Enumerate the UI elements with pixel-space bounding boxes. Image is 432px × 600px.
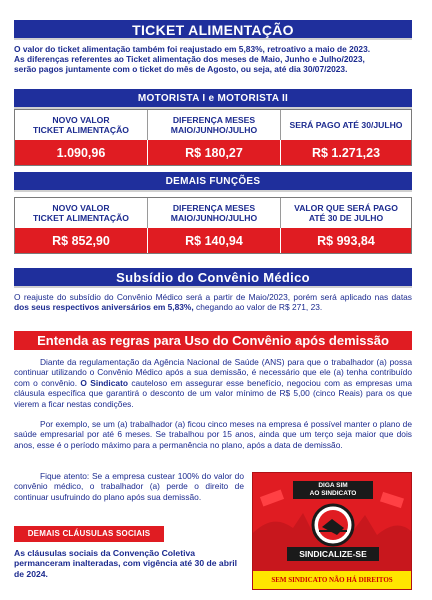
motorista-value-row [15, 140, 411, 165]
motorista-banner: MOTORISTA I e MOTORISTA II [14, 89, 412, 109]
demais-value-diferenca: R$ 140,94 [148, 228, 281, 253]
subsidio-banner: Subsídio do Convênio Médico [14, 268, 412, 288]
poster-middle-banner: SINDICALIZE-SE [287, 547, 379, 561]
clausulas-paragraph: As cláusulas sociais da Convenção Coletiva permanceram inalteradas, com vigência até 30 de abril de 2024. [14, 548, 238, 579]
demais-header-novo-valor: NOVO VALOR TICKET ALIMENTAÇÃO [15, 198, 148, 228]
motorista-header-diferenca: DIFERENÇA MESES MAIO/JUNHO/JULHO [148, 110, 281, 140]
demais-value-total: R$ 993,84 [281, 228, 411, 253]
ticket-title-banner: TICKET ALIMENTAÇÃO [14, 20, 412, 40]
motorista-header-novo-valor: NOVO VALOR TICKET ALIMENTAÇÃO [15, 110, 148, 140]
motorista-header-row [15, 110, 411, 140]
poster-bottom-stripe: SEM SINDICATO NÃO HÁ DIREITOS [253, 571, 411, 589]
regras-title-banner: Entenda as regras para Uso do Convênio após demissão [14, 331, 412, 350]
motorista-table [14, 109, 412, 166]
regras-paragraph-2: Por exemplo, se um (a) trabalhador (a) ficou cinco meses na empresa é possível manter o plano de saúde empresarial por até 6 meses. Se trabalhou por 15 anos, ainda que um terço seja maior que dois anos, esse é o período máximo para a permanência no plano, após a data de demissão. [14, 419, 412, 450]
motorista-value-diferenca: R$ 180,27 [148, 140, 281, 165]
demais-value-novo: R$ 852,90 [15, 228, 148, 253]
poster-top-line-2: AO SINDICATO [309, 490, 357, 497]
subsidio-text-a: O reajuste do subsídio do Convênio Médico será a partir de Maio/2023, porém será aplicado nas datas [14, 292, 412, 302]
ticket-paragraph-1: O valor do ticket alimentação também foi reajustado em 5,83%, retroativo a maio de 2023. [14, 44, 371, 54]
demais-header-diferenca: DIFERENÇA MESES MAIO/JUNHO/JULHO [148, 198, 281, 228]
regras-paragraph-3: Fique atento: Se a empresa custear 100% do valor do convênio médico, o trabalhador (a) perde o direito de continuar usufruindo do plano após sua demissão. [14, 471, 244, 502]
regras-p1-bold: O Sindicato [80, 377, 128, 388]
motorista-value-total: R$ 1.271,23 [281, 140, 411, 165]
demais-header-row [15, 198, 411, 228]
ticket-paragraph-2-line-2: serão pagos juntamente com o ticket do mês de Agosto, ou seja, até dia 30/07/2023. [14, 64, 348, 75]
motorista-value-novo: 1.090,96 [15, 140, 148, 165]
demais-table [14, 197, 412, 254]
regras-p1-a: Diante da regulamentação da Agência Nacional de Saúde (ANS) para que o trabalhador (a) possa continuar utilizando o Convênio Médico após a sua demissão, é necessário que ele (a) tenha contribuído com o convênio. [14, 357, 412, 388]
subsidio-text-bold: dos seus respectivos aniversários em 5,83%, [14, 302, 194, 313]
ticket-paragraph-2-line-1: As diferenças referentes ao Ticket alimentação dos meses de Maio, Junho e Julho/2023, [14, 54, 365, 64]
demais-value-row [15, 228, 411, 253]
clausulas-title-badge: DEMAIS CLÁUSULAS SOCIAIS [14, 526, 164, 542]
demais-banner: DEMAIS FUNÇÕES [14, 172, 412, 192]
regras-p1-b: cauteloso em assegurar esse benefício, negociou com as empresas uma cláusula específica que garantirá o desconto de um valor mínimo de R$ 5,00 (cinco Reais) para os que vierem a ficar nestas condições. [14, 377, 412, 409]
sindicalize-poster [252, 472, 412, 590]
subsidio-text-b: chegando ao valor de R$ 271, 23. [193, 302, 323, 313]
subsidio-paragraph [14, 292, 412, 313]
ticket-paragraph-2 [14, 54, 414, 75]
demais-header-pago: VALOR QUE SERÁ PAGO ATÉ 30 DE JULHO [294, 203, 398, 223]
poster-top-line-1: DIGA SIM [318, 482, 348, 489]
motorista-header-pago: SERÁ PAGO ATÉ 30/JULHO [289, 120, 403, 130]
regras-paragraph-1 [14, 357, 412, 409]
